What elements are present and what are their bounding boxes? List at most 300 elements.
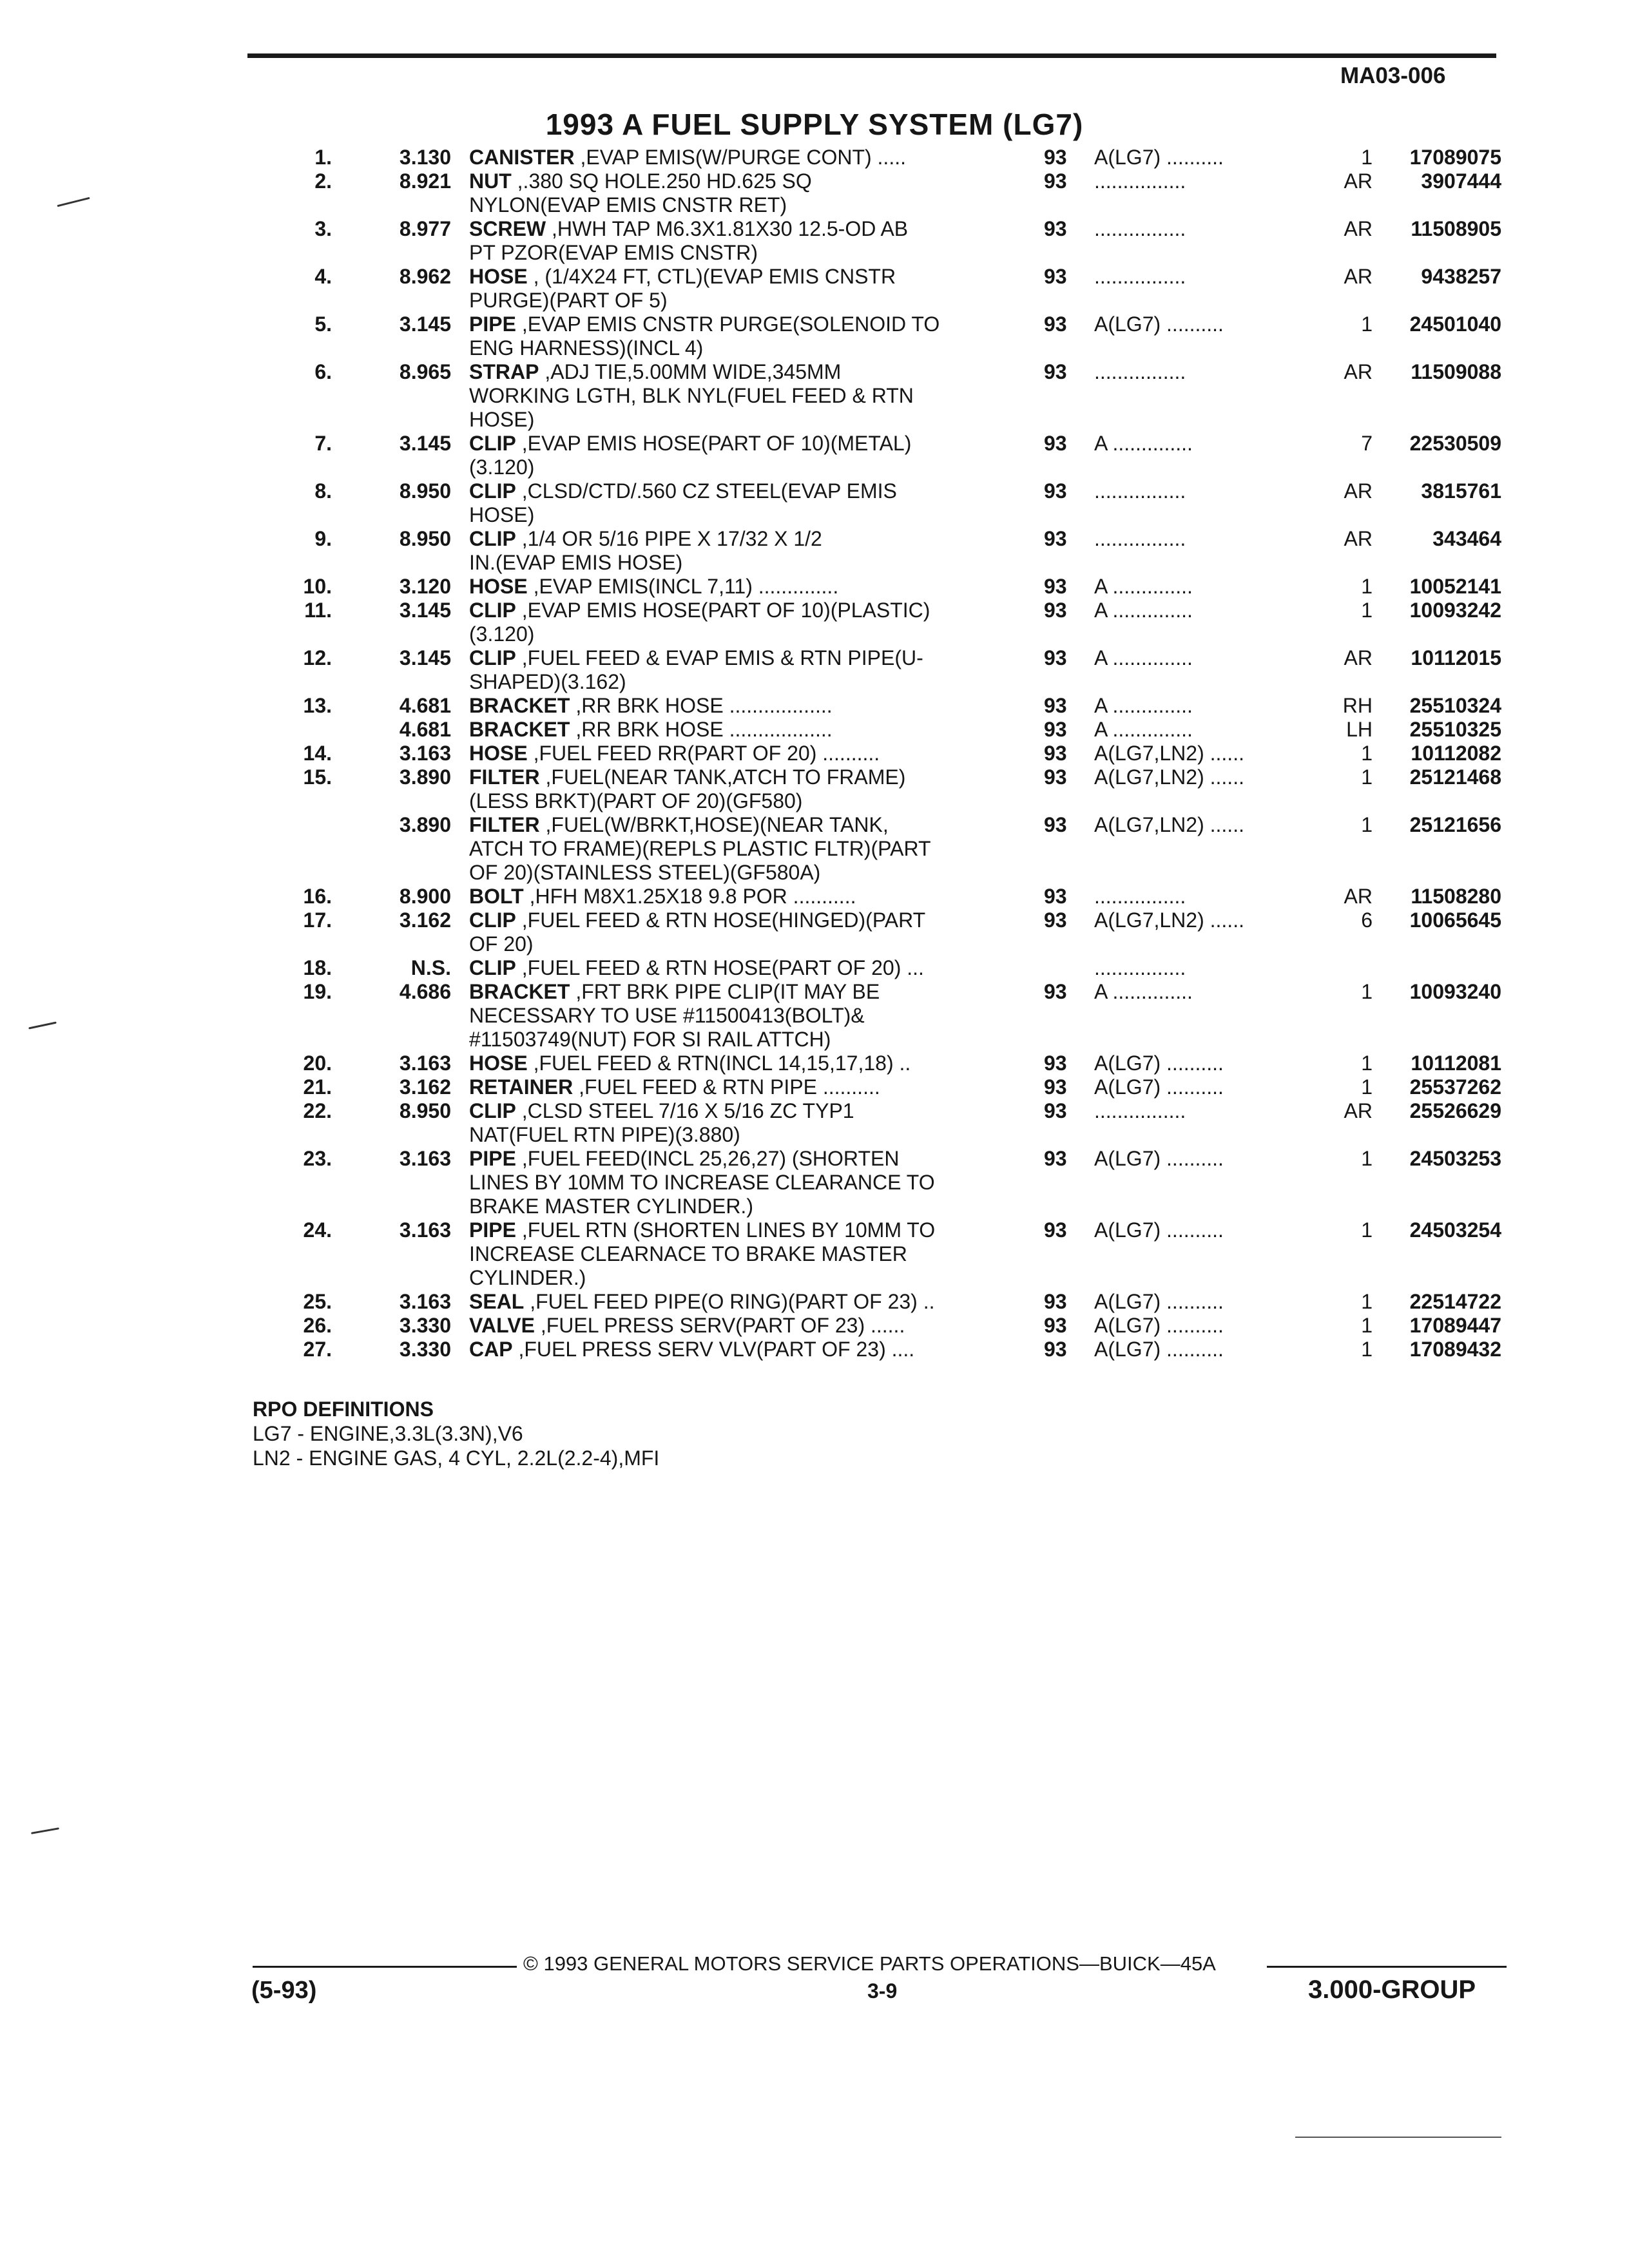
part-group-code: 8.921 xyxy=(399,169,451,193)
part-name: CAP xyxy=(469,1338,513,1361)
part-quantity: 7 xyxy=(1361,432,1373,455)
part-year: 93 xyxy=(1044,312,1067,336)
part-catalog-number: 9438257 xyxy=(1421,265,1501,288)
part-description xyxy=(469,265,1004,312)
part-catalog-number: 343464 xyxy=(1432,527,1501,550)
part-rpo: A(LG7,LN2) ...... xyxy=(1094,765,1244,789)
part-name: CLIP xyxy=(469,432,516,455)
part-rpo: A(LG7) .......... xyxy=(1094,146,1224,169)
part-catalog-number: 10112081 xyxy=(1411,1052,1501,1075)
part-catalog-number: 25510325 xyxy=(1409,718,1501,741)
part-year: 93 xyxy=(1044,1099,1067,1122)
part-description-text: ,1/4 OR 5/16 PIPE X 17/32 X 1/2 IN.(EVAP EMIS HOSE) xyxy=(469,527,822,574)
part-year: 93 xyxy=(1044,217,1067,240)
part-year: 93 xyxy=(1044,527,1067,550)
part-year: 93 xyxy=(1044,908,1067,932)
part-description xyxy=(469,1147,1004,1218)
part-name: SEAL xyxy=(469,1290,525,1313)
part-catalog-number: 3907444 xyxy=(1421,169,1501,193)
part-number-index: 18. xyxy=(303,956,332,979)
part-group-code: 3.163 xyxy=(399,1147,451,1170)
scan-mark xyxy=(31,1827,59,1834)
part-rpo: A .............. xyxy=(1094,646,1193,669)
part-rpo: ................ xyxy=(1094,169,1186,193)
part-quantity: AR xyxy=(1344,646,1373,669)
part-description xyxy=(469,146,1004,169)
part-catalog-number: 10112082 xyxy=(1411,742,1501,765)
part-description xyxy=(469,885,1004,908)
part-catalog-number: 10065645 xyxy=(1409,908,1501,932)
part-row xyxy=(0,1338,1629,1361)
part-catalog-number: 10093242 xyxy=(1409,599,1501,622)
part-catalog-number: 22514722 xyxy=(1409,1290,1501,1313)
part-description xyxy=(469,1290,1004,1314)
part-description xyxy=(469,718,1004,742)
part-rpo: A(LG7) .......... xyxy=(1094,312,1224,336)
top-rule xyxy=(247,53,1496,58)
part-description xyxy=(469,360,1004,432)
part-row xyxy=(0,956,1629,980)
part-description xyxy=(469,742,1004,765)
part-number-index: 4. xyxy=(314,265,332,288)
part-group-code: 3.162 xyxy=(399,908,451,932)
part-group-code: 8.977 xyxy=(399,217,451,240)
part-row xyxy=(0,1290,1629,1314)
part-name: CLIP xyxy=(469,908,516,932)
part-description xyxy=(469,980,1004,1052)
part-catalog-number: 25537262 xyxy=(1409,1075,1501,1099)
part-row xyxy=(0,146,1629,169)
part-rpo: ................ xyxy=(1094,479,1186,503)
part-year: 93 xyxy=(1044,575,1067,598)
part-year: 93 xyxy=(1044,1075,1067,1099)
part-description-text: ,FUEL FEED & RTN PIPE .......... xyxy=(573,1075,880,1099)
part-year: 93 xyxy=(1044,1147,1067,1170)
page-title: 1993 A FUEL SUPPLY SYSTEM (LG7) xyxy=(545,108,1084,141)
part-number-index: 1. xyxy=(314,146,332,169)
part-group-code: 3.145 xyxy=(399,599,451,622)
part-description-text: ,EVAP EMIS(INCL 7,11) .............. xyxy=(527,575,839,598)
part-rpo: ................ xyxy=(1094,885,1186,908)
part-description-text: ,HWH TAP M6.3X1.81X30 12.5-OD AB PT PZOR(EVAP EMIS CNSTR) xyxy=(469,217,909,264)
part-description-text: ,EVAP EMIS HOSE(PART OF 10)(PLASTIC) (3.120) xyxy=(469,599,930,646)
part-description-text: ,EVAP EMIS(W/PURGE CONT) ..... xyxy=(574,146,906,169)
part-quantity: 1 xyxy=(1361,312,1373,336)
part-description-text: ,RR BRK HOSE .................. xyxy=(570,694,833,717)
part-year: 93 xyxy=(1044,980,1067,1003)
part-year: 93 xyxy=(1044,432,1067,455)
part-catalog-number: 25526629 xyxy=(1409,1099,1501,1122)
part-group-code: 3.330 xyxy=(399,1314,451,1337)
part-rpo: A(LG7) .......... xyxy=(1094,1075,1224,1099)
part-rpo: A .............. xyxy=(1094,718,1193,741)
part-name: BRACKET xyxy=(469,980,570,1003)
part-description-text: , (1/4X24 FT, CTL)(EVAP EMIS CNSTR PURGE)(PART OF 5) xyxy=(469,265,896,312)
part-year: 93 xyxy=(1044,742,1067,765)
part-number-index: 26. xyxy=(303,1314,332,1337)
part-name: STRAP xyxy=(469,360,539,383)
part-description-text: ,FUEL PRESS SERV VLV(PART OF 23) .... xyxy=(512,1338,915,1361)
part-name: NUT xyxy=(469,169,512,193)
part-number-index: 6. xyxy=(314,360,332,383)
part-catalog-number: 3815761 xyxy=(1421,479,1501,503)
part-description-text: ,ADJ TIE,5.00MM WIDE,345MM WORKING LGTH, BLK NYL(FUEL FEED & RTN HOSE) xyxy=(469,360,914,431)
part-rpo: A(LG7) .......... xyxy=(1094,1290,1224,1313)
part-catalog-number: 11508280 xyxy=(1411,885,1501,908)
part-row xyxy=(0,1147,1629,1218)
part-description-text: ,FUEL FEED PIPE(O RING)(PART OF 23) .. xyxy=(524,1290,935,1313)
part-row xyxy=(0,1314,1629,1338)
part-rpo: A .............. xyxy=(1094,432,1193,455)
part-row xyxy=(0,980,1629,1052)
part-name: PIPE xyxy=(469,312,516,336)
part-number-index: 13. xyxy=(303,694,332,717)
part-description-text: ,FUEL FEED & RTN(INCL 14,15,17,18) .. xyxy=(527,1052,911,1075)
part-group-code: 3.330 xyxy=(399,1338,451,1361)
part-name: CANISTER xyxy=(469,146,575,169)
part-group-code: 3.163 xyxy=(399,1052,451,1075)
footer-date: (5-93) xyxy=(251,1977,317,2004)
part-number-index: 27. xyxy=(303,1338,332,1361)
part-number-index: 14. xyxy=(303,742,332,765)
part-description xyxy=(469,1075,1004,1099)
part-catalog-number: 11508905 xyxy=(1411,217,1501,240)
part-quantity: 1 xyxy=(1361,742,1373,765)
footer-copyright: © 1993 GENERAL MOTORS SERVICE PARTS OPERATIONS—BUICK—45A xyxy=(523,1952,1216,1975)
part-description xyxy=(469,169,1004,217)
part-group-code: 3.163 xyxy=(399,1218,451,1242)
part-group-code: 8.962 xyxy=(399,265,451,288)
part-year: 93 xyxy=(1044,646,1067,669)
part-group-code: 3.163 xyxy=(399,1290,451,1313)
part-rpo: ................ xyxy=(1094,1099,1186,1122)
part-year: 93 xyxy=(1044,479,1067,503)
part-group-code: 4.681 xyxy=(399,694,451,717)
part-year: 93 xyxy=(1044,1338,1067,1361)
part-quantity: AR xyxy=(1344,885,1373,908)
part-year: 93 xyxy=(1044,265,1067,288)
part-name: FILTER xyxy=(469,765,540,789)
part-description xyxy=(469,1338,1004,1361)
part-name: CLIP xyxy=(469,599,516,622)
part-description-text: ,FUEL(NEAR TANK,ATCH TO FRAME) (LESS BRKT)(PART OF 20)(GF580) xyxy=(469,765,906,812)
part-quantity: AR xyxy=(1344,527,1373,550)
document-code: MA03-006 xyxy=(1340,63,1446,88)
part-description xyxy=(469,527,1004,575)
footer-rule-left xyxy=(253,1966,517,1968)
part-catalog-number: 24503253 xyxy=(1409,1147,1501,1170)
part-name: CLIP xyxy=(469,646,516,669)
corner-rule xyxy=(1295,2137,1501,2138)
part-rpo: A(LG7,LN2) ...... xyxy=(1094,813,1244,836)
part-description-text: ,EVAP EMIS HOSE(PART OF 10)(METAL) (3.120) xyxy=(469,432,912,479)
part-row xyxy=(0,813,1629,885)
rpo-line-ln2: LN2 - ENGINE GAS, 4 CYL, 2.2L(2.2-4),MFI xyxy=(253,1446,660,1470)
part-rpo: ................ xyxy=(1094,360,1186,383)
part-rpo: A(LG7) .......... xyxy=(1094,1147,1224,1170)
part-year: 93 xyxy=(1044,885,1067,908)
part-year: 93 xyxy=(1044,360,1067,383)
part-description xyxy=(469,813,1004,885)
part-name: HOSE xyxy=(469,575,528,598)
part-rpo: A(LG7) .......... xyxy=(1094,1052,1224,1075)
part-name: HOSE xyxy=(469,742,528,765)
part-description-text: ,CLSD/CTD/.560 CZ STEEL(EVAP EMIS HOSE) xyxy=(469,479,897,526)
part-catalog-number: 22530509 xyxy=(1409,432,1501,455)
part-quantity: AR xyxy=(1344,265,1373,288)
part-quantity: 1 xyxy=(1361,1075,1373,1099)
part-row xyxy=(0,360,1629,432)
part-quantity: 1 xyxy=(1361,599,1373,622)
part-group-code: N.S. xyxy=(410,956,451,979)
part-name: VALVE xyxy=(469,1314,535,1337)
part-description xyxy=(469,575,1004,599)
part-quantity: AR xyxy=(1344,1099,1373,1122)
part-year: 93 xyxy=(1044,1290,1067,1313)
part-description xyxy=(469,217,1004,265)
part-number-index: 19. xyxy=(303,980,332,1003)
part-year: 93 xyxy=(1044,718,1067,741)
part-number-index: 24. xyxy=(303,1218,332,1242)
part-group-code: 3.130 xyxy=(399,146,451,169)
part-name: BOLT xyxy=(469,885,524,908)
part-year: 93 xyxy=(1044,146,1067,169)
part-year: 93 xyxy=(1044,1314,1067,1337)
part-row xyxy=(0,718,1629,742)
part-row xyxy=(0,575,1629,599)
rpo-heading: RPO DEFINITIONS xyxy=(253,1398,434,1421)
part-catalog-number: 25510324 xyxy=(1409,694,1501,717)
part-name: CLIP xyxy=(469,527,516,550)
part-description xyxy=(469,1052,1004,1075)
part-group-code: 8.950 xyxy=(399,527,451,550)
part-year: 93 xyxy=(1044,813,1067,836)
part-rpo: A .............. xyxy=(1094,575,1193,598)
part-year: 93 xyxy=(1044,765,1067,789)
part-description xyxy=(469,956,1004,980)
part-number-index: 22. xyxy=(303,1099,332,1122)
part-quantity: 1 xyxy=(1361,1052,1373,1075)
footer-page-number: 3-9 xyxy=(867,1979,898,2003)
part-name: BRACKET xyxy=(469,694,570,717)
rpo-line-lg7: LG7 - ENGINE,3.3L(3.3N),V6 xyxy=(253,1422,523,1445)
part-rpo: ................ xyxy=(1094,527,1186,550)
part-number-index: 5. xyxy=(314,312,332,336)
part-catalog-number: 17089432 xyxy=(1409,1338,1501,1361)
part-catalog-number: 17089075 xyxy=(1409,146,1501,169)
part-number-index: 3. xyxy=(314,217,332,240)
part-name: RETAINER xyxy=(469,1075,574,1099)
part-quantity: 1 xyxy=(1361,1147,1373,1170)
part-description-text: ,FUEL FEED & RTN HOSE(HINGED)(PART OF 20) xyxy=(469,908,926,956)
part-quantity: AR xyxy=(1344,479,1373,503)
part-row xyxy=(0,1052,1629,1075)
part-year: 93 xyxy=(1044,599,1067,622)
part-quantity: 1 xyxy=(1361,575,1373,598)
footer-group: 3.000-GROUP xyxy=(1308,1975,1476,2004)
part-quantity: 1 xyxy=(1361,980,1373,1003)
part-group-code: 8.950 xyxy=(399,479,451,503)
part-number-index: 8. xyxy=(314,479,332,503)
part-quantity: 1 xyxy=(1361,813,1373,836)
part-row xyxy=(0,217,1629,265)
part-description xyxy=(469,432,1004,479)
part-name: SCREW xyxy=(469,217,546,240)
part-rpo: A(LG7) .......... xyxy=(1094,1314,1224,1337)
part-group-code: 3.890 xyxy=(399,813,451,836)
part-number-index: 11. xyxy=(304,599,332,622)
part-quantity: 1 xyxy=(1361,1338,1373,1361)
part-description-text: ,CLSD STEEL 7/16 X 5/16 ZC TYP1 NAT(FUEL RTN PIPE)(3.880) xyxy=(469,1099,854,1146)
part-group-code: 3.145 xyxy=(399,646,451,669)
part-catalog-number: 25121468 xyxy=(1409,765,1501,789)
part-rpo: A .............. xyxy=(1094,694,1193,717)
part-description-text: ,FUEL(W/BRKT,HOSE)(NEAR TANK, ATCH TO FRAME)(REPLS PLASTIC FLTR)(PART OF 20)(STAINLESS STEEL)(GF580A) xyxy=(469,813,931,884)
part-row xyxy=(0,742,1629,765)
part-description-text: ,RR BRK HOSE .................. xyxy=(570,718,833,741)
part-name: CLIP xyxy=(469,1099,516,1122)
part-group-code: 3.163 xyxy=(399,742,451,765)
part-quantity: 6 xyxy=(1361,908,1373,932)
part-number-index: 23. xyxy=(303,1147,332,1170)
part-number-index: 21. xyxy=(303,1075,332,1099)
part-description-text: ,FUEL FEED & EVAP EMIS & RTN PIPE(U- SHAPED)(3.162) xyxy=(469,646,923,693)
part-year: 93 xyxy=(1044,1218,1067,1242)
part-number-index: 9. xyxy=(314,527,332,550)
part-name: PIPE xyxy=(469,1218,516,1242)
part-group-code: 3.145 xyxy=(399,432,451,455)
part-rpo: A(LG7,LN2) ...... xyxy=(1094,742,1244,765)
part-row xyxy=(0,765,1629,813)
part-quantity: RH xyxy=(1342,694,1373,717)
part-group-code: 3.145 xyxy=(399,312,451,336)
part-rpo: ................ xyxy=(1094,956,1186,979)
part-row xyxy=(0,265,1629,312)
part-rpo: A .............. xyxy=(1094,980,1193,1003)
rpo-definitions xyxy=(253,1397,659,1470)
parts-list xyxy=(0,146,1629,1361)
part-catalog-number: 10093240 xyxy=(1409,980,1501,1003)
part-year: 93 xyxy=(1044,169,1067,193)
part-rpo: A(LG7,LN2) ...... xyxy=(1094,908,1244,932)
part-group-code: 3.162 xyxy=(399,1075,451,1099)
part-catalog-number: 11509088 xyxy=(1411,360,1501,383)
part-name: HOSE xyxy=(469,1052,528,1075)
part-description xyxy=(469,908,1004,956)
part-description-text: ,FUEL FEED & RTN HOSE(PART OF 20) ... xyxy=(516,956,924,979)
part-name: CLIP xyxy=(469,479,516,503)
part-catalog-number: 24501040 xyxy=(1409,312,1501,336)
part-description xyxy=(469,312,1004,360)
part-description-text: ,HFH M8X1.25X18 9.8 POR ........... xyxy=(523,885,856,908)
part-name: FILTER xyxy=(469,813,540,836)
part-year: 93 xyxy=(1044,1052,1067,1075)
part-name: BRACKET xyxy=(469,718,570,741)
part-quantity: 1 xyxy=(1361,1314,1373,1337)
part-number-index: 17. xyxy=(303,908,332,932)
part-name: PIPE xyxy=(469,1147,516,1170)
part-description xyxy=(469,765,1004,813)
part-quantity: AR xyxy=(1344,360,1373,383)
part-catalog-number: 10112015 xyxy=(1411,646,1501,669)
part-description-text: ,FUEL FEED(INCL 25,26,27) (SHORTEN LINES BY 10MM TO INCREASE CLEARANCE TO BRAKE MASTER CYLINDER.) xyxy=(469,1147,935,1218)
part-number-index: 12. xyxy=(303,646,332,669)
part-row xyxy=(0,908,1629,956)
part-description xyxy=(469,479,1004,527)
part-catalog-number: 10052141 xyxy=(1409,575,1501,598)
part-row xyxy=(0,599,1629,646)
part-rpo: A(LG7) .......... xyxy=(1094,1218,1224,1242)
footer-rule-right xyxy=(1267,1966,1507,1968)
part-quantity: AR xyxy=(1344,169,1373,193)
part-description-text: ,EVAP EMIS CNSTR PURGE(SOLENOID TO ENG HARNESS)(INCL 4) xyxy=(469,312,940,360)
part-catalog-number: 25121656 xyxy=(1409,813,1501,836)
part-group-code: 4.686 xyxy=(399,980,451,1003)
part-rpo: ................ xyxy=(1094,265,1186,288)
part-description xyxy=(469,694,1004,718)
part-row xyxy=(0,432,1629,479)
part-row xyxy=(0,169,1629,217)
part-row xyxy=(0,694,1629,718)
part-quantity: 1 xyxy=(1361,1218,1373,1242)
part-group-code: 4.681 xyxy=(399,718,451,741)
part-quantity: 1 xyxy=(1361,146,1373,169)
part-number-index: 2. xyxy=(314,169,332,193)
part-row xyxy=(0,312,1629,360)
part-rpo: A .............. xyxy=(1094,599,1193,622)
part-row xyxy=(0,1218,1629,1290)
part-group-code: 3.890 xyxy=(399,765,451,789)
part-description-text: ,.380 SQ HOLE.250 HD.625 SQ NYLON(EVAP EMIS CNSTR RET) xyxy=(469,169,812,216)
part-row xyxy=(0,1075,1629,1099)
part-group-code: 8.900 xyxy=(399,885,451,908)
part-description xyxy=(469,599,1004,646)
part-number-index: 7. xyxy=(314,432,332,455)
part-description xyxy=(469,1218,1004,1290)
part-description xyxy=(469,1099,1004,1147)
part-catalog-number: 24503254 xyxy=(1409,1218,1501,1242)
part-description-text: ,FUEL PRESS SERV(PART OF 23) ...... xyxy=(534,1314,905,1337)
part-description-text: ,FRT BRK PIPE CLIP(IT MAY BE NECESSARY TO USE #11500413(BOLT)& #11503749(NUT) FOR SI RAIL ATTCH) xyxy=(469,980,880,1051)
part-quantity: AR xyxy=(1344,217,1373,240)
part-quantity: 1 xyxy=(1361,765,1373,789)
part-catalog-number: 17089447 xyxy=(1409,1314,1501,1337)
part-number-index: 25. xyxy=(303,1290,332,1313)
part-quantity: 1 xyxy=(1361,1290,1373,1313)
part-rpo: A(LG7) .......... xyxy=(1094,1338,1224,1361)
part-number-index: 16. xyxy=(303,885,332,908)
part-number-index: 15. xyxy=(303,765,332,789)
part-quantity: LH xyxy=(1346,718,1373,741)
part-description-text: ,FUEL RTN (SHORTEN LINES BY 10MM TO INCREASE CLEARNACE TO BRAKE MASTER CYLINDER.) xyxy=(469,1218,936,1289)
part-name: HOSE xyxy=(469,265,528,288)
part-row xyxy=(0,885,1629,908)
part-description-text: ,FUEL FEED RR(PART OF 20) .......... xyxy=(527,742,880,765)
part-number-index: 20. xyxy=(303,1052,332,1075)
part-row xyxy=(0,1099,1629,1147)
part-year: 93 xyxy=(1044,694,1067,717)
part-name: CLIP xyxy=(469,956,516,979)
part-group-code: 8.950 xyxy=(399,1099,451,1122)
part-row xyxy=(0,527,1629,575)
part-description xyxy=(469,646,1004,694)
part-row xyxy=(0,646,1629,694)
part-group-code: 8.965 xyxy=(399,360,451,383)
part-description xyxy=(469,1314,1004,1338)
part-rpo: ................ xyxy=(1094,217,1186,240)
part-row xyxy=(0,479,1629,527)
part-number-index: 10. xyxy=(303,575,332,598)
